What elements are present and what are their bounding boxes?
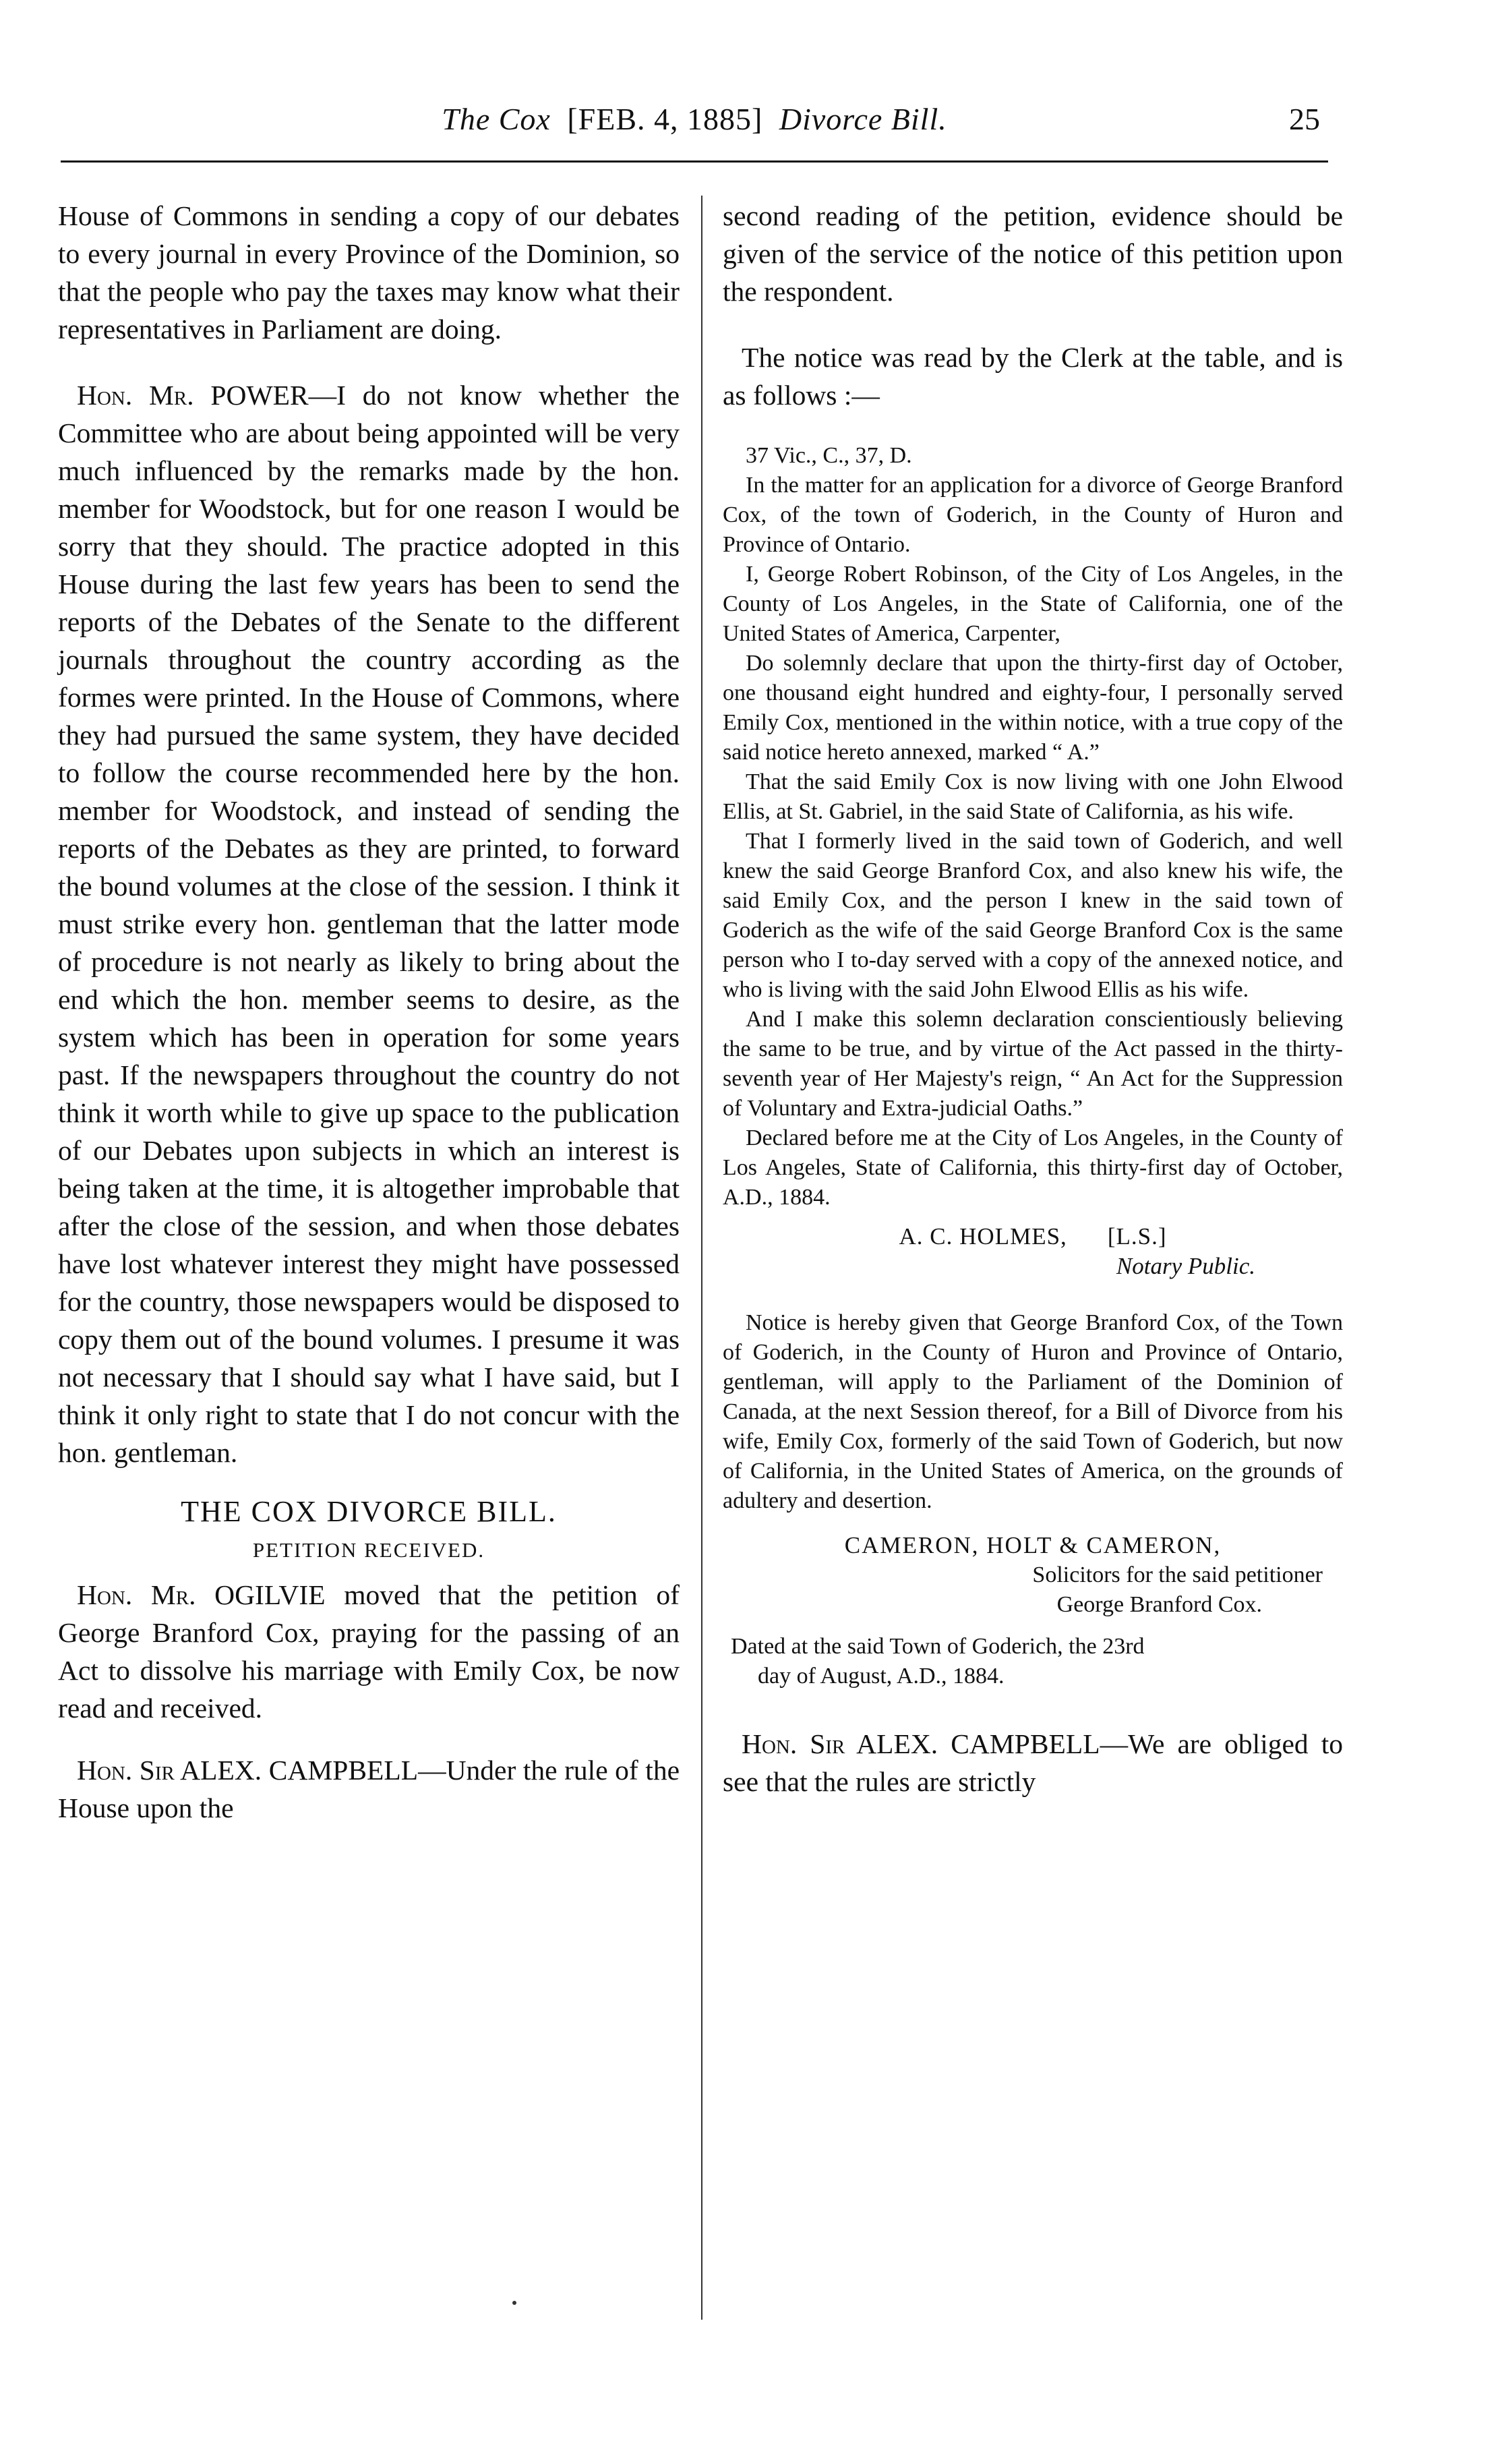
left-column — [58, 197, 680, 1827]
power-speech-text: —I do not know whether the Committee who are about being appointed will be very much influenced by the remarks made by the hon. member for Woodstock, but for one reason I would be sorry that they should. The practice adopted in this House during the last few years has been to send the reports of the Debates of the Senate to the different journals throughout the country according as the formes were printed. In the House of Commons, where they had pursued the same system, they have decided to follow the course recommended here by the hon. member for Woodstock, and instead of sending the reports of the Debates as they are printed, to forward the bound volumes at the close of the session. I think it must strike every hon. gentleman that the latter mode of procedure is not nearly as likely to bring about the end which the hon. member seems to desire, as the system which has been in operation for some years past. If the newspapers throughout the country do not think it worth while to give up space to the publication of our Debates upon subjects in which an interest is being taken at the time, it is altogether improbable that after the close of the session, and when those debates have lost whatever interest they might have possessed for the country, those newspapers would be disposed to copy them out of the bound volumes. I presume it was not necessary that I should say what I have said, but I think it only right to state that I do not concur with the hon. gentleman. — [58, 380, 680, 1468]
page-number: 25 — [1289, 102, 1320, 136]
right-para-evidence: second reading of the petition, evidence should be given of the service of the notice of this petition upon the respondent. — [723, 200, 1343, 307]
speaker-ogilvie: Hon. Mr. OGILVIE — [77, 1579, 326, 1610]
speaker-power: Hon. Mr. POWER — [77, 380, 309, 411]
running-header — [61, 101, 1328, 155]
seal-mark: [L.S.] — [1107, 1223, 1167, 1250]
signer-name: A. C. HOLMES, — [899, 1223, 1067, 1250]
doc-living: That the said Emily Cox is now living with one John Elwood Ellis, at St. Gabriel, in the said State of California, as his wife. — [723, 769, 1343, 824]
solicitor-client: George Branford Cox. — [1056, 1592, 1262, 1617]
campbell-right — [723, 1725, 1343, 1800]
solicitor-firm: CAMERON, HOLT & CAMERON, — [844, 1532, 1222, 1558]
doc-identity: That I formerly lived in the said town of Goderich, and well knew the said George Branford Cox, and also knew his wife, the said Emily Cox, and the person I knew in the said town of Goderich as the wife of the said George Branford Cox is the same person who I to-day served with a copy of the annexed notice, and who is living with the said John Elwood Ellis as his wife. — [723, 829, 1343, 1002]
column-divider — [701, 196, 702, 2320]
header-rule — [61, 160, 1328, 163]
speaker-campbell-left: Hon. Sir ALEX. CAMPBELL — [77, 1755, 419, 1786]
left-para-commons: House of Commons in sending a copy of our debates to every journal in every Province of the Dominion, so that the people who pay the taxes may know what their representatives in Parliament are doing. — [58, 200, 680, 345]
right-para-notice-read: The notice was read by the Clerk at the table, and is as follows :— — [723, 342, 1343, 411]
ogilvie-motion — [58, 1576, 680, 1727]
header-left-title: The Cox — [442, 102, 551, 136]
campbell-left-text: —Under the rule of the House upon the — [58, 1755, 680, 1823]
doc-matter: In the matter for an application for a divorce of George Branford Cox, of the town of Goderich, in the County of Huron and Province of Ontario. — [723, 473, 1343, 557]
dated-line-1: Dated at the said Town of Goderich, the 23rd — [731, 1634, 1145, 1659]
section-title: THE COX DIVORCE BILL. — [181, 1495, 557, 1528]
solicitor-role: Solicitors for the said petitioner — [1032, 1562, 1323, 1587]
notice-text: Notice is hereby given that George Branford Cox, of the Town of Goderich, in the County of Huron and Province of Ontario, gentleman, will apply to the Parliament of the Dominion of Canada, at the next Session thereof, for a Bill of Divorce from his wife, Emily Cox, formerly of the said Town of Goderich, but now of California, in the United States of America, on the grounds of adultery and desertion. — [723, 1310, 1343, 1513]
header-date: [FEB. 4, 1885] — [567, 102, 763, 136]
dated-line-2: day of August, A.D., 1884. — [758, 1664, 1005, 1689]
campbell-left — [58, 1751, 680, 1827]
declaration-document — [723, 441, 1343, 1691]
speaker-campbell-right: Hon. Sir ALEX. CAMPBELL — [742, 1728, 1100, 1759]
doc-solemn: And I make this solemn declaration conscientiously believing the same to be true, and by virtue of the Act passed in the thirty-seventh year of Her Majesty's reign, “ An Act for the Suppression of Voluntary and Extra-judicial Oaths.” — [723, 1007, 1343, 1121]
power-speech — [58, 376, 680, 1471]
doc-reference: 37 Vic., C., 37, D. — [746, 443, 912, 468]
signature-line — [723, 1222, 1343, 1252]
doc-service: Do solemnly declare that upon the thirty-first day of October, one thousand eight hundred and eighty-four, I personally served Emily Cox, mentioned in the within notice, with a true copy of the said notice hereto annexed, marked “ A.” — [723, 651, 1343, 765]
right-column — [723, 197, 1343, 1800]
dated-line — [723, 1632, 1343, 1691]
ogilvie-motion-text: moved that the petition of George Branford Cox, praying for the passing of an Act to dissolve his marriage with Emily Cox, be now read and received. — [58, 1579, 680, 1724]
header-title — [61, 101, 1328, 137]
header-right-title: Divorce Bill. — [779, 102, 947, 136]
doc-declarant: I, George Robert Robinson, of the City of Los Angeles, in the County of Los Angeles, in the State of California, one of the United States of America, Carpenter, — [723, 562, 1343, 646]
doc-declared: Declared before me at the City of Los Angeles, in the County of Los Angeles, State of California, this thirty-first day of October, A.D., 1884. — [723, 1125, 1343, 1210]
signer-title: Notary Public. — [1116, 1253, 1255, 1279]
section-subtitle: PETITION RECEIVED. — [252, 1538, 485, 1562]
campbell-right-text: —We are obliged to see that the rules are strictly — [723, 1728, 1343, 1797]
stray-mark — [512, 2301, 516, 2305]
